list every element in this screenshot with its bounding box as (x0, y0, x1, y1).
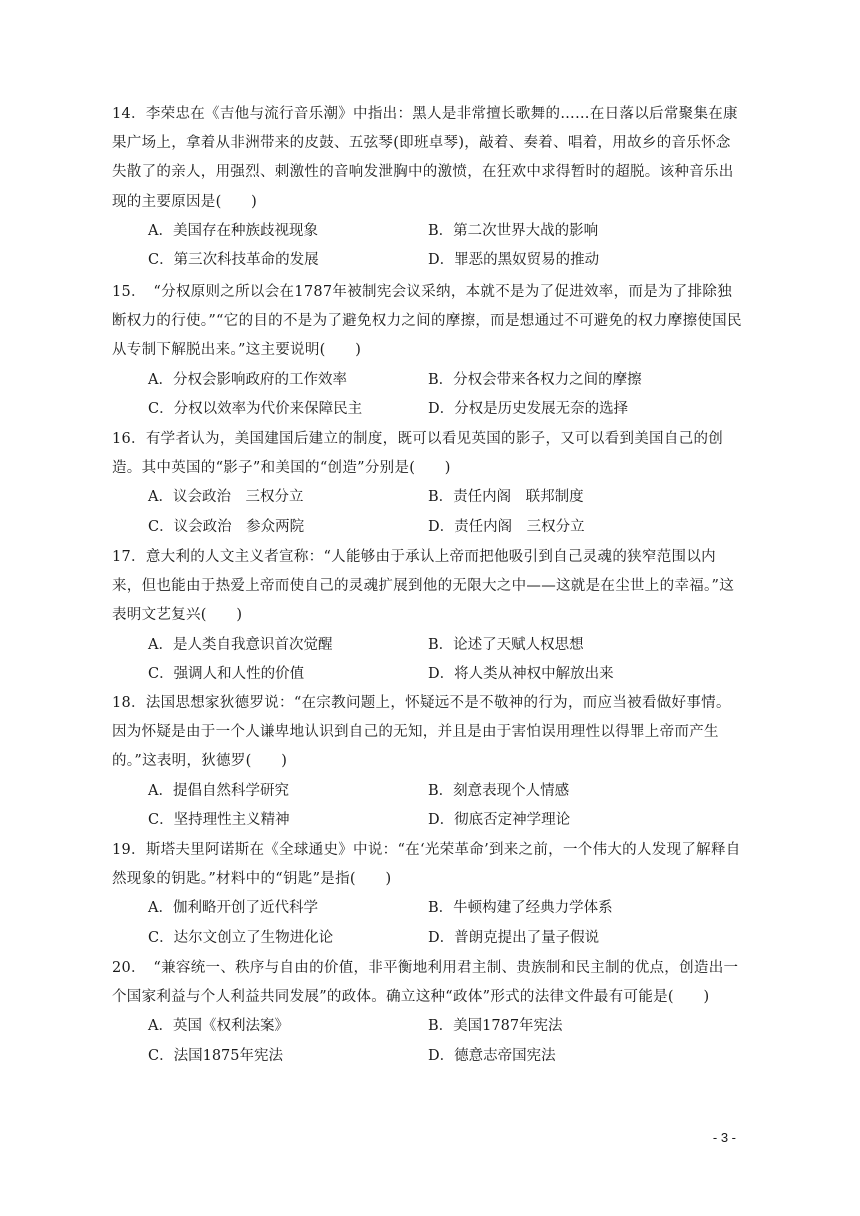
option-d: D．普朗克提出了量子假说 (428, 929, 600, 946)
option-row (112, 483, 742, 512)
option-c: C．议会政治 参众两院 (148, 518, 305, 535)
option-c: C．法国1875年宪法 (148, 1047, 283, 1064)
page-number: - 3 - (712, 1130, 736, 1145)
question-19 (112, 836, 742, 953)
question-stem: 16．有学者认为，美国建国后建立的制度，既可以看见英国的影子，又可以看到美国自己的创造。其中英国的“影子”和美国的“创造”分别是( ) (112, 431, 724, 477)
option-b: B．刻意表现个人情感 (428, 782, 570, 799)
option-row (112, 513, 742, 542)
option-b: B．牛顿构建了经典力学体系 (428, 900, 613, 917)
option-d: D．将人类从神权中解放出来 (428, 666, 614, 683)
question-stem: 17．意大利的人文主义者宣称：“人能够由于承认上帝而把他吸引到自己灵魂的狭窄范围以内来，但也能由于热爱上帝而使自己的灵魂扩展到他的无限大之中——这就是在尘世上的幸福。”这表明文艺复兴( ) (112, 549, 735, 624)
option-a: A．是人类自我意识首次觉醒 (148, 636, 333, 653)
option-row (112, 660, 742, 689)
option-row (112, 777, 742, 806)
option-row (112, 924, 742, 953)
option-a: A．提倡自然科学研究 (148, 782, 289, 799)
option-row (112, 1012, 742, 1041)
option-c: C．坚持理性主义精神 (148, 812, 290, 829)
option-a: A．美国存在种族歧视现象 (148, 222, 318, 239)
question-stem: 14．李荣忠在《吉他与流行音乐潮》中指出：黑人是非常擅长歌舞的……在日落以后常聚集在康果广场上，拿着从非洲带来的皮鼓、五弦琴(即班卓琴)，敲着、奏着、唱着，用故乡的音乐怀念失散了的亲人，用强烈、刺激性的音响发泄胸中的激愤，在狂欢中求得暂时的超脱。该种音乐出现的主要原因是( ) (112, 106, 738, 210)
option-row (112, 246, 742, 275)
question-stem: 18．法国思想家狄德罗说：“在宗教问题上，怀疑远不是不敬神的行为，而应当被看做好事情。因为怀疑是由于一个人谦卑地认识到自己的无知，并且是由于害怕误用理性以得罪上帝而产生的。”这表明，狄德罗( ) (112, 695, 731, 770)
option-row (112, 806, 742, 835)
option-a: A．英国《权利法案》 (148, 1018, 289, 1035)
option-row (112, 631, 742, 660)
question-14 (112, 100, 742, 276)
option-d: D．责任内阁 三权分立 (428, 518, 585, 535)
question-stem: 15． “分权原则之所以会在1787年被制宪会议采纳，本就不是为了促进效率，而是为了排除独断权力的行使。”“它的目的不是为了避免权力之间的摩擦，而是想通过不可避免的权力摩擦使国民从专制下解脱出来。”这主要说明( ) (112, 284, 742, 359)
question-18 (112, 689, 742, 835)
option-b: B．责任内阁 联邦制度 (428, 489, 584, 506)
option-row (112, 395, 742, 424)
option-b: B．分权会带来各权力之间的摩擦 (428, 371, 642, 388)
option-c: C．第三次科技革命的发展 (148, 252, 319, 269)
option-row (112, 894, 742, 923)
option-c: C．强调人和人性的价值 (148, 666, 305, 683)
option-row (112, 217, 742, 246)
option-b: B．第二次世界大战的影响 (428, 222, 599, 239)
option-row (112, 1042, 742, 1071)
option-a: A．分权会影响政府的工作效率 (148, 371, 347, 388)
option-b: B．美国1787年宪法 (428, 1018, 563, 1035)
option-c: C．达尔文创立了生物进化论 (148, 929, 334, 946)
option-c: C．分权以效率为代价来保障民主 (148, 401, 363, 418)
option-d: D．分权是历史发展无奈的选择 (428, 401, 629, 418)
option-d: D．彻底否定神学理论 (428, 812, 571, 829)
question-20 (112, 954, 742, 1071)
option-row (112, 366, 742, 395)
question-15 (112, 278, 742, 424)
option-d: D．罪恶的黑奴贸易的推动 (428, 252, 600, 269)
option-a: A．议会政治 三权分立 (148, 489, 304, 506)
option-b: B．论述了天赋人权思想 (428, 636, 584, 653)
question-stem: 19．斯塔夫里阿诺斯在《全球通史》中说：“在‘光荣革命’到来之前，一个伟大的人发现了解释自然现象的钥匙。”材料中的“钥匙”是指( ) (112, 842, 741, 888)
question-17 (112, 543, 742, 689)
option-a: A．伽利略开创了近代科学 (148, 900, 318, 917)
question-stem: 20． “兼容统一、秩序与自由的价值，非平衡地利用君主制、贵族制和民主制的优点，创造出一个国家利益与个人利益共同发展”的政体。确立这种“政体”形式的法律文件最有可能是( ) (112, 960, 739, 1006)
question-16 (112, 425, 742, 542)
option-d: D．德意志帝国宪法 (428, 1047, 556, 1064)
